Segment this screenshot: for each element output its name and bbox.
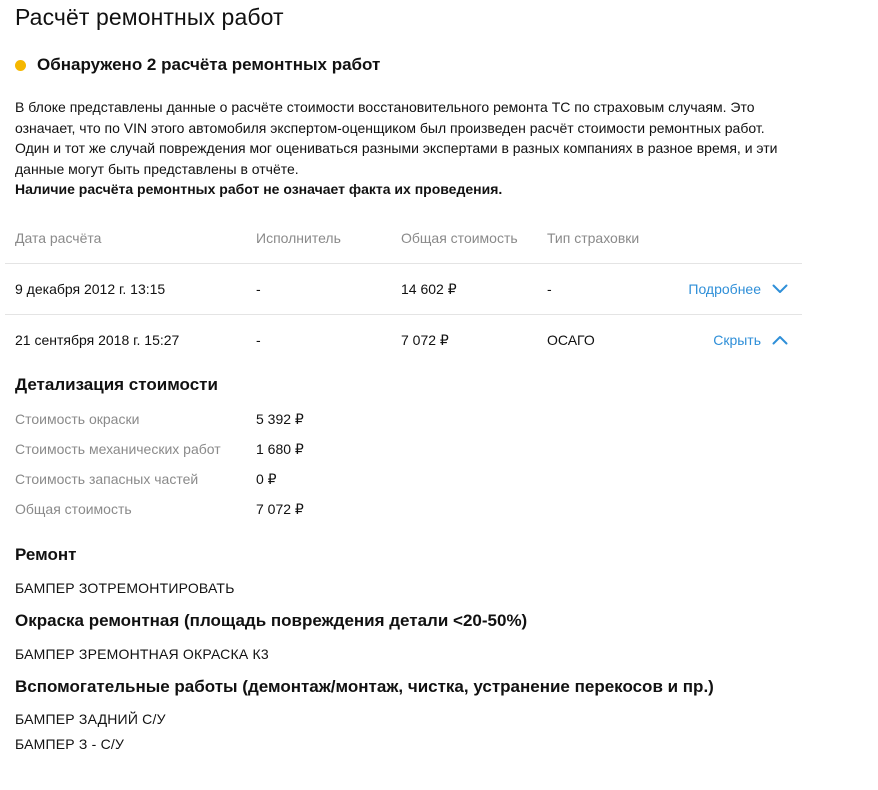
auxiliary-item: БАМПЕР З - С/У — [15, 736, 125, 752]
list-item — [15, 467, 415, 497]
cell-total: 14 602 ₽ — [401, 280, 457, 297]
description-text: В блоке представлены данные о расчёте стоимости восстановительного ремонта ТС по страховым случаям. Это означает, что по VIN этого автомобиля экспертом-оценщиком был произведен расчёт стоимости ремонтных работ. Один и тот же случай повреждения мог оцениваться разными экспертами в разных компаниях в разное время, и эти данные могут быть представлены в отчёте. — [15, 99, 778, 177]
header-total: Общая стоимость — [401, 229, 518, 246]
repair-item: БАМПЕР ЗОТРЕМОНТИРОВАТЬ — [15, 580, 235, 596]
cell-insurance: - — [547, 281, 552, 297]
status-row — [15, 55, 380, 75]
toggle-label: Подробнее — [688, 281, 761, 297]
cost-details-list — [15, 407, 415, 527]
hide-toggle-button[interactable] — [713, 332, 788, 348]
cell-date: 21 сентября 2018 г. 15:27 — [15, 332, 180, 348]
cell-insurance: ОСАГО — [547, 332, 595, 348]
table-row — [5, 264, 802, 315]
painting-title: Окраска ремонтная (площадь повреждения детали <20-50%) — [15, 611, 528, 630]
header-date: Дата расчёта — [15, 229, 102, 246]
detail-label: Общая стоимость — [15, 501, 132, 517]
status-dot-icon — [15, 60, 26, 71]
table-row — [5, 315, 802, 365]
details-title: Детализация стоимости — [15, 375, 218, 394]
detail-value: 0 ₽ — [256, 471, 277, 487]
page-title: Расчёт ремонтных работ — [15, 4, 284, 30]
auxiliary-title: Вспомогательные работы (демонтаж/монтаж, чистка, устранение перекосов и пр.) — [15, 677, 714, 696]
cell-executor: - — [256, 332, 261, 348]
auxiliary-item: БАМПЕР ЗАДНИЙ С/У — [15, 711, 166, 727]
detail-label: Стоимость окраски — [15, 411, 140, 427]
toggle-label: Скрыть — [713, 332, 761, 348]
painting-item: БАМПЕР ЗРЕМОНТНАЯ ОКРАСКА К3 — [15, 646, 269, 662]
detail-value: 7 072 ₽ — [256, 501, 304, 517]
detail-value: 1 680 ₽ — [256, 441, 304, 457]
chevron-down-icon — [772, 284, 788, 294]
header-insurance: Тип страховки — [547, 229, 640, 246]
list-item — [15, 437, 415, 467]
cell-total: 7 072 ₽ — [401, 331, 449, 348]
list-item — [15, 497, 415, 527]
detail-label: Стоимость механических работ — [15, 441, 221, 457]
header-executor: Исполнитель — [256, 229, 341, 246]
cell-executor: - — [256, 281, 261, 297]
list-item — [15, 407, 415, 437]
status-text: Обнаружено 2 расчёта ремонтных работ — [37, 55, 381, 74]
table-header — [5, 212, 802, 264]
chevron-up-icon — [772, 335, 788, 345]
detail-value: 5 392 ₽ — [256, 411, 304, 427]
description — [15, 97, 785, 200]
repair-title: Ремонт — [15, 545, 77, 564]
repair-calculations-table — [5, 212, 802, 365]
description-note: Наличие расчёта ремонтных работ не означает факта их проведения. — [15, 181, 503, 197]
details-toggle-button[interactable] — [688, 281, 788, 297]
detail-label: Стоимость запасных частей — [15, 471, 199, 487]
cell-date: 9 декабря 2012 г. 13:15 — [15, 281, 166, 297]
